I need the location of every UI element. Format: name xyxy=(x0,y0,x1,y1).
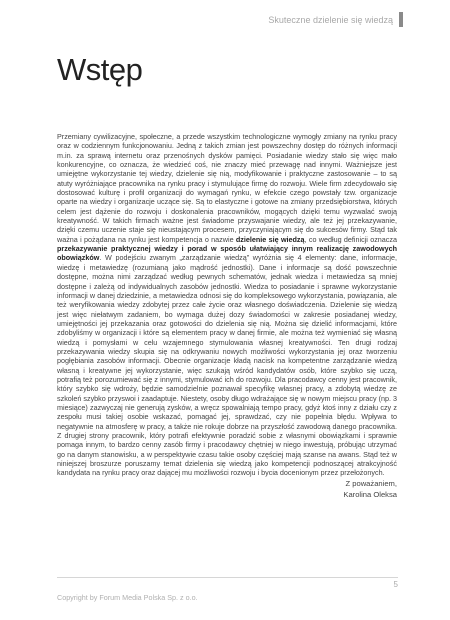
signature-greeting: Z poważaniem, xyxy=(345,479,397,488)
page-number: 5 xyxy=(393,580,398,589)
running-header xyxy=(268,12,403,27)
page-title: Wstęp xyxy=(57,52,143,87)
body-text-part-2: , co według definicji oznacza xyxy=(304,234,397,244)
body-text-part-3: . W podejściu zwanym „zarządzanie wiedzą” wyróżnia się 4 elementy: dane, informacje, wiedzę i metawiedzę (rozumianą jako mądrość jednostki). Dane i informacje są dość powszechnie dostępne, można nimi zarządzać według pewnych schematów, jednak wiedza i metawiedza są mniej dostępne i zależą od indywidualnych zasobów jednostki. Wiedza to posiadanie i sprawne wykorzystanie informacji w danej dziedzinie, a metawiedza odnosi się do kompleksowego wykorzystania, powiązania, ale też weryfikowania wiedzy zdobytej przez całe życie oraz własnego doświadczenia. Dzielenie się wiedzą jest więc niełatwym zadaniem, bo wymaga dużej dozy świadomości w zakresie posiadanej wiedzy, umiejętności jej przekazania oraz gotowości do dzielenia się nią. Można się dzielić informacjami, które zdobyliśmy w organizacji i które są elementem pracy w danej firmie, ale można też wymieniać się własną wiedzą i pomysłami w celu wzajemnego stymulowania własnej kreatywności. Ten drugi rodzaj przekazywania wiedzy skupia się na odkrywaniu nowych możliwości wykorzystania jej oraz tworzeniu pogłębiania zasobów informacji. Obecnie organizacje kładą nacisk na kompetentne zarządzanie wiedzą własną i kreatywne jej wykorzystanie, więc szukają wśród kandydatów osób, które szybko się uczą, potrafią też porozumiewać się z innymi, stymulować ich do rozwoju. Dla pracodawcy cenny jest pracownik, który szybko się wdroży, będzie samodzielnie poznawał specyfikę własnej pracy, a zdobytą wiedzę ze szkoleń szybko przyswoi i zaadaptuje. Niestety, osoby długo wdrażające się w nowym miejscu pracy (np. 3 miesiące) zazwyczaj nie generują zysków, a wręcz spowalniają tempo pracy, gdyż ktoś inny z działu czy z zespołu musi takiej osobie wskazać, pomagać jej, sprawdzać, czy nie popełnia błędu. Wpływa to negatywnie na atmosferę w pracy, a także nie rokuje dobrze na przyszłość zawodową danego pracownika. Z drugiej strony pracownik, który potrafi efektywnie poradzić sobie z własnymi obowiązkami i sprawnie pomaga innym, to bardzo cenny zasób firmy i pracodawcy chętniej w niego inwestują, próbując utrzymać go na danym stanowisku, a w perspektywie czasu takie osoby częściej mają szanse na awans. Stąd też w niniejszej broszurze poruszamy temat dzielenia się wiedzą jako kompetencji podnoszącej atrakcyjność kandydata na rynku pracy oraz dającej mu możliwości rozwoju i bycia docenionym przez przełożonych. xyxy=(57,253,397,478)
header-bar xyxy=(399,12,403,27)
copyright-text: Copyright by Forum Media Polska Sp. z o.o. xyxy=(57,593,198,602)
signature-block xyxy=(343,478,397,500)
body-bold-term: dzielenie się wiedzą xyxy=(235,234,305,244)
body-bold-definition: przekazywanie praktycznej wiedzy i porad w sposób ułatwiający innym realizację zawodowych obowiązków xyxy=(57,244,397,263)
header-title: Skuteczne dzielenie się wiedzą xyxy=(268,14,393,25)
footer-divider xyxy=(57,577,398,578)
signature-author: Karolina Oleksa xyxy=(343,490,397,499)
body-paragraph xyxy=(57,132,397,478)
body-text-part-1: Przemiany cywilizacyjne, społeczne, a przede wszystkim technologiczne wymogły zmiany na rynku pracy oraz w codziennym funkcjonowaniu. Jedną z takich zmian jest powszechny dostęp do różnych informacji m.in. za sprawą internetu oraz przenośnych dysków pamięci. Posiadanie wiedzy stało się więc mało konkurencyjne, co oznacza, że wiedzieć coś, nie znaczy mieć przewagę nad innymi. Ważniejsze jest umiejętne wykorzystanie tej wiedzy, dzielenie się nią, modyfikowanie i praktyczne zastosowanie – to są atuty wyróżniające pracownika na rynku pracy i stymulujące firmę do rozwoju. Wiele firm zdecydowało się dostosować kulturę i profil organizacji do wymagań rynku, w efekcie czego powstały tzw. organizacje oparte na wiedzy i organizacje uczące się. Są to elastyczne i gotowe na zmiany przedsiębiorstwa, których celem jest dążenie do rozwoju i doskonalenia pracowników, mogących dzięki temu wyzwalać swoją kreatywność. W takich firmach ważne jest świadome przyswajanie wiedzy, ale też jej przekazywanie, dzięki czemu uczenie staje się nieustającym procesem, przyczyniającym się do sukcesów firmy. Stąd tak ważna i pożądana na rynku jest kompetencja o nazwie xyxy=(57,132,397,244)
